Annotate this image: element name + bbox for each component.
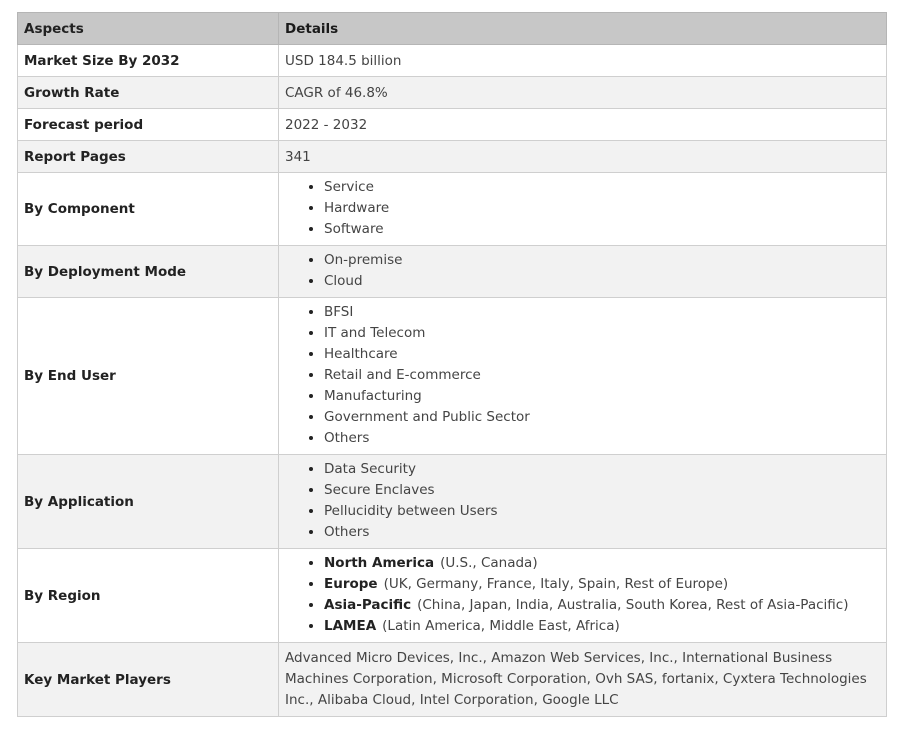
row-value <box>279 298 887 455</box>
row-label: By Component <box>18 173 279 246</box>
header-aspects: Aspects <box>18 13 279 45</box>
row-forecast-period <box>18 109 887 141</box>
list-item <box>324 553 880 574</box>
row-label: By Application <box>18 455 279 549</box>
row-key-market-players <box>18 643 887 717</box>
list-item: • Healthcare <box>324 344 880 365</box>
list-item: • BFSI <box>324 302 880 323</box>
row-by-end-user <box>18 298 887 455</box>
row-label: Key Market Players <box>18 643 279 717</box>
row-report-pages <box>18 141 887 173</box>
end-user-list <box>285 298 880 454</box>
row-label: Report Pages <box>18 141 279 173</box>
region-name: LAMEA <box>324 618 377 634</box>
row-value: USD 184.5 billion <box>279 45 887 77</box>
region-detail: (U.S., Canada) <box>440 555 538 571</box>
list-item: • Secure Enclaves <box>324 480 880 501</box>
row-market-size <box>18 45 887 77</box>
region-name: North America <box>324 555 435 571</box>
table-header-row <box>18 13 887 45</box>
list-item <box>324 574 880 595</box>
row-label: By Region <box>18 549 279 643</box>
row-value: 2022 - 2032 <box>279 109 887 141</box>
row-label: Growth Rate <box>18 77 279 109</box>
list-item: • Hardware <box>324 198 880 219</box>
list-item: • Data Security <box>324 459 880 480</box>
row-label: By Deployment Mode <box>18 246 279 298</box>
row-value <box>279 549 887 643</box>
list-item: • Service <box>324 177 880 198</box>
application-list <box>285 455 880 548</box>
row-value: 341 <box>279 141 887 173</box>
region-detail: (Latin America, Middle East, Africa) <box>382 618 620 634</box>
row-value <box>279 455 887 549</box>
row-by-component <box>18 173 887 246</box>
list-item: • Cloud <box>324 271 880 292</box>
list-item: • Pellucidity between Users <box>324 501 880 522</box>
list-item <box>324 595 880 616</box>
list-item: • Software <box>324 219 880 240</box>
list-item: • Others <box>324 522 880 543</box>
region-detail: (UK, Germany, France, Italy, Spain, Rest of Europe) <box>383 576 729 592</box>
row-label: Market Size By 2032 <box>18 45 279 77</box>
key-players-text: Advanced Micro Devices, Inc., Amazon Web Services, Inc., International Business Machines Corporation, Microsoft Corporation, Ovh SAS, fortanix, Cyxtera Technologies Inc., Alibaba Cloud, Intel Corporation, Google LLC <box>285 650 867 708</box>
report-summary-table <box>17 12 887 717</box>
row-by-application <box>18 455 887 549</box>
row-by-deployment-mode <box>18 246 887 298</box>
list-item: • Government and Public Sector <box>324 407 880 428</box>
row-label: Forecast period <box>18 109 279 141</box>
list-item: • Others <box>324 428 880 449</box>
header-details: Details <box>279 13 887 45</box>
list-item: • On-premise <box>324 250 880 271</box>
row-by-region <box>18 549 887 643</box>
row-growth-rate <box>18 77 887 109</box>
region-name: Europe <box>324 576 378 592</box>
component-list <box>285 173 880 245</box>
row-value <box>279 246 887 298</box>
deployment-list <box>285 246 880 297</box>
list-item: • IT and Telecom <box>324 323 880 344</box>
list-item: • Retail and E-commerce <box>324 365 880 386</box>
list-item <box>324 616 880 637</box>
row-value <box>279 643 887 717</box>
row-value <box>279 173 887 246</box>
row-label: By End User <box>18 298 279 455</box>
region-detail: (China, Japan, India, Australia, South Korea, Rest of Asia-Pacific) <box>417 597 849 613</box>
list-item: • Manufacturing <box>324 386 880 407</box>
row-value: CAGR of 46.8% <box>279 77 887 109</box>
region-name: Asia-Pacific <box>324 597 412 613</box>
region-list <box>285 549 880 642</box>
